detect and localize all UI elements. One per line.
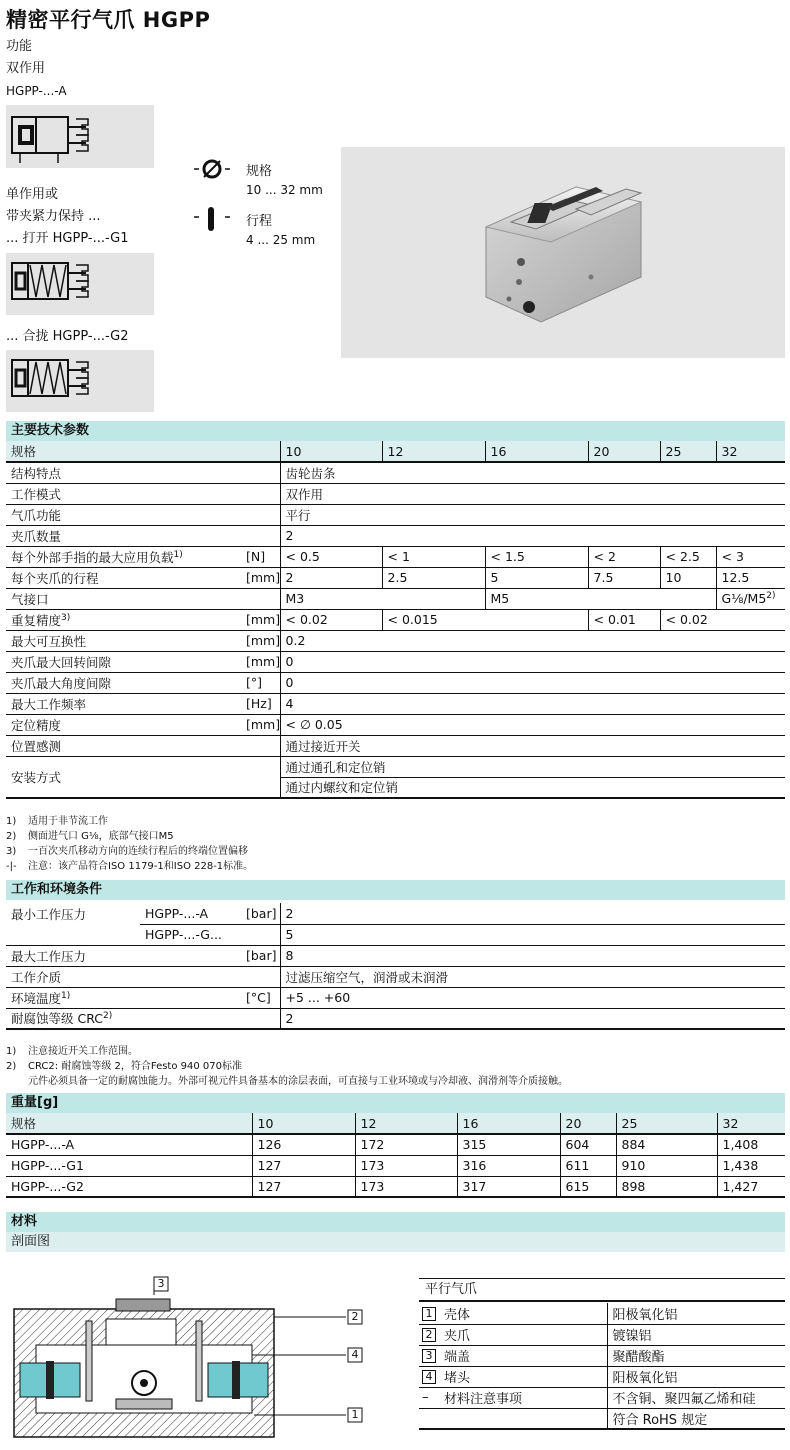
value-cell: 2 <box>280 903 785 924</box>
footnote <box>6 1074 568 1089</box>
value-cell: 2 <box>280 1008 785 1029</box>
footnote-text: 注意：该产品符合ISO 1179-1和ISO 228-1标准。 <box>28 861 254 872</box>
row-unit <box>244 966 280 987</box>
value-cell: +5 ... +60 <box>280 987 785 1008</box>
table-row <box>6 693 785 714</box>
value-cell: < 0.01 <box>588 609 660 630</box>
row-label: 夹爪最大角度间隙 <box>6 672 244 693</box>
footnote <box>6 844 253 859</box>
open-spring-symbol <box>6 253 154 315</box>
size-header-cell: 20 <box>588 441 660 462</box>
table-row <box>6 567 785 588</box>
table-row <box>6 1134 785 1155</box>
close-model-label: ... 合拢 HGPP-...-G2 <box>6 329 129 344</box>
row-label: 最小工作压力 <box>11 906 87 922</box>
value-cell: 通过内螺纹和定位销 <box>280 777 785 798</box>
footnote <box>6 829 253 844</box>
row-unit: [bar] <box>244 945 280 966</box>
value-cell: 0 <box>280 651 785 672</box>
value-cell: 平行 <box>280 504 785 525</box>
size-header-cell: 25 <box>660 441 716 462</box>
table-row <box>6 1008 785 1029</box>
material-cell: 聚醋酸酯 <box>607 1345 785 1366</box>
row-label: 每个外部手指的最大应用负载$^{1)}$ <box>6 546 244 567</box>
part-number-box: 1 <box>422 1307 436 1321</box>
part-number-cell <box>419 1366 439 1387</box>
value-cell: 通过接近开关 <box>280 735 785 756</box>
value-cell: 1,438 <box>717 1155 785 1176</box>
footnote-text: 适用于非节流工作 <box>28 816 108 827</box>
function-label: 功能 <box>6 39 33 54</box>
table-row <box>6 609 785 630</box>
material-cell: 镀镍铝 <box>607 1324 785 1345</box>
row-label: 每个夹爪的行程 <box>6 567 244 588</box>
single-acting-label: 单作用或 <box>6 187 59 202</box>
table-row <box>6 546 785 567</box>
value-cell: 317 <box>457 1176 560 1197</box>
row-unit: [N] <box>244 546 280 567</box>
callout-4-label: 4 <box>351 1348 359 1361</box>
footnote-text: CRC2: 耐腐蚀等级 2，符合Festo 940 070标准 <box>28 1061 243 1072</box>
value-cell: 10 <box>660 567 716 588</box>
row-label: HGPP-...-G2 <box>6 1176 252 1197</box>
value-cell: 通过通孔和定位销 <box>280 756 785 777</box>
size-header-label: 规格 <box>6 1113 252 1134</box>
value-cell: < 0.5 <box>280 546 382 567</box>
section-view-label: 剖面图 <box>6 1232 785 1252</box>
table-row <box>419 1387 785 1408</box>
table-header-row <box>6 1113 785 1134</box>
row-label: 气接口 <box>6 588 244 609</box>
value-cell: 2 <box>280 567 382 588</box>
footnote-marker: 1) <box>61 990 71 1001</box>
value-cell: 4 <box>280 693 785 714</box>
row-unit <box>244 756 280 798</box>
row-label: 工作模式 <box>6 483 244 504</box>
table-row <box>6 630 785 651</box>
value-cell: 604 <box>560 1134 616 1155</box>
row-label: 结构特点 <box>6 462 244 483</box>
part-number-box: 2 <box>422 1328 436 1342</box>
part-name-cell: 壳体 <box>439 1303 607 1324</box>
footnote-marker: 1) <box>173 549 183 560</box>
value-cell: 5 <box>280 924 785 945</box>
callout-1-label: 1 <box>351 1408 359 1421</box>
table-row <box>6 903 785 924</box>
table-row <box>6 483 785 504</box>
size-header-cell: 10 <box>252 1113 355 1134</box>
footnote <box>6 859 253 874</box>
spring-cylinder-open-icon <box>6 253 154 315</box>
row-label: HGPP-...-A <box>6 1134 252 1155</box>
value-cell: 611 <box>560 1155 616 1176</box>
clamping-force-label: 带夹紧力保持 ... <box>6 209 101 224</box>
row-sublabel <box>140 987 244 1008</box>
value-cell: < 2.5 <box>660 546 716 567</box>
model-a-label: HGPP-...-A <box>6 84 67 98</box>
gripper-photo-icon <box>341 147 785 358</box>
part-number-cell <box>419 1408 439 1429</box>
row-unit <box>244 924 280 945</box>
size-header-cell: 25 <box>616 1113 717 1134</box>
footnote-number: 2) <box>6 1061 17 1072</box>
row-sublabel <box>140 945 244 966</box>
table-row <box>419 1345 785 1366</box>
row-label <box>6 924 140 945</box>
row-sublabel <box>140 966 244 987</box>
value-cell: < 3 <box>716 546 785 567</box>
part-number-cell: – <box>419 1387 439 1408</box>
value-cell: 7.5 <box>588 567 660 588</box>
value-cell: 0 <box>280 672 785 693</box>
footnote-marker: 2) <box>103 1011 113 1022</box>
row-label: 气爪功能 <box>6 504 244 525</box>
open-model-label: ... 打开 HGPP-...-G1 <box>6 231 129 246</box>
product-photo <box>341 147 785 358</box>
row-label: 夹爪数量 <box>6 525 244 546</box>
footnote <box>6 1044 568 1059</box>
value-cell: 1,408 <box>717 1134 785 1155</box>
material-cell: 阳极氧化铝 <box>607 1303 785 1324</box>
value-cell: 2 <box>280 525 785 546</box>
footnote-number: 1) <box>6 1046 17 1057</box>
row-unit <box>244 483 280 504</box>
footnote-marker: 2) <box>766 590 776 601</box>
value-cell: < 0.015 <box>382 609 588 630</box>
size-label: 规格 <box>246 164 273 179</box>
value-cell: 127 <box>252 1155 355 1176</box>
size-value: 10 ... 32 mm <box>246 183 323 197</box>
double-acting-cylinder-icon <box>6 105 154 168</box>
row-label: 最大工作压力 <box>6 945 140 966</box>
material-cell: 符合 RoHS 规定 <box>607 1408 785 1429</box>
row-unit <box>244 735 280 756</box>
value-cell: 173 <box>355 1176 457 1197</box>
table-row <box>6 1176 785 1197</box>
value-cell: < 2 <box>588 546 660 567</box>
row-unit <box>244 588 280 609</box>
table-row <box>419 1366 785 1387</box>
double-acting-symbol <box>6 105 154 168</box>
value-cell: M5 <box>485 588 716 609</box>
value-cell: < 0.02 <box>280 609 382 630</box>
cross-section-icon <box>6 1275 386 1445</box>
size-header-cell: 16 <box>485 441 588 462</box>
value-cell: 双作用 <box>280 483 785 504</box>
size-header-cell: 32 <box>716 441 785 462</box>
value-cell: G⅛/M5$^{2)}$ <box>716 588 785 609</box>
row-unit <box>244 525 280 546</box>
stroke-value: 4 ... 25 mm <box>246 233 316 247</box>
env-table-header: 工作和环境条件 <box>6 880 785 900</box>
part-name-cell: 夹爪 <box>439 1324 607 1345</box>
size-icon <box>192 158 232 183</box>
material-table-title: 平行气爪 <box>419 1278 785 1302</box>
part-number-box: 4 <box>422 1370 436 1384</box>
footnote-number: 3) <box>6 846 17 857</box>
spring-cylinder-close-icon <box>6 350 154 412</box>
row-label: 重复精度$^{3)}$ <box>6 609 244 630</box>
value-cell: 315 <box>457 1134 560 1155</box>
main-table-header: 主要技术参数 <box>6 421 785 441</box>
footnote-text: 一百次夹爪移动方向的连续行程后的终端位置偏移 <box>28 846 248 857</box>
table-row <box>419 1324 785 1345</box>
size-header-cell: 12 <box>355 1113 457 1134</box>
row-unit: [mm] <box>244 714 280 735</box>
callout-3-label: 3 <box>157 1277 165 1290</box>
row-unit: [°C] <box>244 987 280 1008</box>
close-spring-symbol <box>6 350 154 412</box>
stroke-label: 行程 <box>246 214 273 229</box>
part-name-cell: 堵头 <box>439 1366 607 1387</box>
weight-data-table <box>6 1113 785 1198</box>
table-row <box>6 1155 785 1176</box>
row-label: 最大工作频率 <box>6 693 244 714</box>
value-cell: < 1.5 <box>485 546 588 567</box>
size-header-label: 规格 <box>6 441 280 462</box>
table-row <box>6 504 785 525</box>
row-label: HGPP-...-G1 <box>6 1155 252 1176</box>
main-table-notes <box>6 814 253 874</box>
material-cell: 阳极氧化铝 <box>607 1366 785 1387</box>
row-unit: [mm] <box>244 567 280 588</box>
row-unit <box>244 504 280 525</box>
size-header-cell: 10 <box>280 441 382 462</box>
size-header-cell: 20 <box>560 1113 616 1134</box>
row-unit: [bar] <box>244 903 280 924</box>
table-row <box>6 714 785 735</box>
part-number-cell <box>419 1345 439 1366</box>
row-label: 定位精度 <box>6 714 244 735</box>
part-name-cell: 材料注意事项 <box>439 1387 607 1408</box>
row-unit: [Hz] <box>244 693 280 714</box>
value-cell: 0.2 <box>280 630 785 651</box>
table-row <box>6 966 785 987</box>
table-row <box>6 672 785 693</box>
value-cell: 898 <box>616 1176 717 1197</box>
footnote <box>6 1059 568 1074</box>
table-row <box>6 588 785 609</box>
value-cell: 齿轮齿条 <box>280 462 785 483</box>
footnote-number: 1) <box>6 816 17 827</box>
value-cell: < ∅ 0.05 <box>280 714 785 735</box>
row-sublabel: HGPP-...-G... <box>140 924 244 945</box>
value-cell: 172 <box>355 1134 457 1155</box>
table-row <box>419 1408 785 1429</box>
table-row <box>6 462 785 483</box>
table-row <box>6 525 785 546</box>
row-label: 环境温度$^{1)}$ <box>6 987 140 1008</box>
footnote <box>6 814 253 829</box>
footnote-number: 2) <box>6 831 17 842</box>
table-row <box>6 945 785 966</box>
row-sublabel <box>140 1008 244 1029</box>
weight-table-header: 重量[g] <box>6 1093 785 1113</box>
env-table-notes <box>6 1044 568 1089</box>
callout-2-label: 2 <box>351 1310 359 1323</box>
cross-section-drawing <box>6 1275 386 1445</box>
footnote-text: 侧面进气口 G⅛，底部气接口M5 <box>28 831 174 842</box>
value-cell: 615 <box>560 1176 616 1197</box>
footnote-number: -|- <box>6 861 17 872</box>
part-number-cell <box>419 1303 439 1324</box>
table-row <box>419 1303 785 1324</box>
part-name-cell: 端盖 <box>439 1345 607 1366</box>
value-cell: < 1 <box>382 546 485 567</box>
table-row <box>6 756 785 777</box>
row-label: 耐腐蚀等级 CRC$^{2)}$ <box>6 1008 140 1029</box>
row-label: 安装方式 <box>6 756 244 798</box>
value-cell: 12.5 <box>716 567 785 588</box>
value-cell: 8 <box>280 945 785 966</box>
row-label: 位置感测 <box>6 735 244 756</box>
footnote-text: 元件必须具备一定的耐腐蚀能力。外部可视元件具备基本的涂层表面，可直接与工业环境或与冷却液、润滑剂等介质接触。 <box>28 1076 568 1087</box>
row-sublabel: HGPP-...-A <box>140 903 244 924</box>
value-cell: 884 <box>616 1134 717 1155</box>
stroke-icon <box>192 205 232 236</box>
size-header-cell: 16 <box>457 1113 560 1134</box>
table-row <box>6 987 785 1008</box>
page-title: 精密平行气爪 HGPP <box>6 8 211 32</box>
material-table <box>419 1303 785 1430</box>
size-header-cell: 32 <box>717 1113 785 1134</box>
value-cell: 316 <box>457 1155 560 1176</box>
materials-header: 材料 <box>6 1212 785 1232</box>
main-data-table <box>6 441 785 799</box>
size-header-cell: 12 <box>382 441 485 462</box>
row-label: 工作介质 <box>6 966 140 987</box>
part-number-cell <box>419 1324 439 1345</box>
row-unit: [mm] <box>244 609 280 630</box>
table-header-row <box>6 441 785 462</box>
row-unit: [mm] <box>244 630 280 651</box>
part-name-cell <box>439 1408 607 1429</box>
table-row <box>6 735 785 756</box>
footnote-marker: 3) <box>61 612 71 623</box>
table-row <box>6 924 785 945</box>
value-cell: 173 <box>355 1155 457 1176</box>
value-cell: 127 <box>252 1176 355 1197</box>
part-number-box: 3 <box>422 1349 436 1363</box>
footnote-text: 注意接近开关工作范围。 <box>28 1046 138 1057</box>
value-cell: 1,427 <box>717 1176 785 1197</box>
material-cell: 不含铜、聚四氟乙烯和硅 <box>607 1387 785 1408</box>
row-label: 夹爪最大回转间隙 <box>6 651 244 672</box>
row-unit: [°] <box>244 672 280 693</box>
value-cell: 2.5 <box>382 567 485 588</box>
table-row <box>6 651 785 672</box>
env-data-table <box>6 903 785 1030</box>
value-cell: M3 <box>280 588 485 609</box>
row-label: 最大可互换性 <box>6 630 244 651</box>
row-unit <box>244 462 280 483</box>
row-unit: [mm] <box>244 651 280 672</box>
double-acting-label: 双作用 <box>6 61 46 76</box>
value-cell: 5 <box>485 567 588 588</box>
value-cell: 910 <box>616 1155 717 1176</box>
value-cell: < 0.02 <box>660 609 785 630</box>
value-cell: 126 <box>252 1134 355 1155</box>
row-unit <box>244 1008 280 1029</box>
value-cell: 过滤压缩空气，润滑或未润滑 <box>280 966 785 987</box>
